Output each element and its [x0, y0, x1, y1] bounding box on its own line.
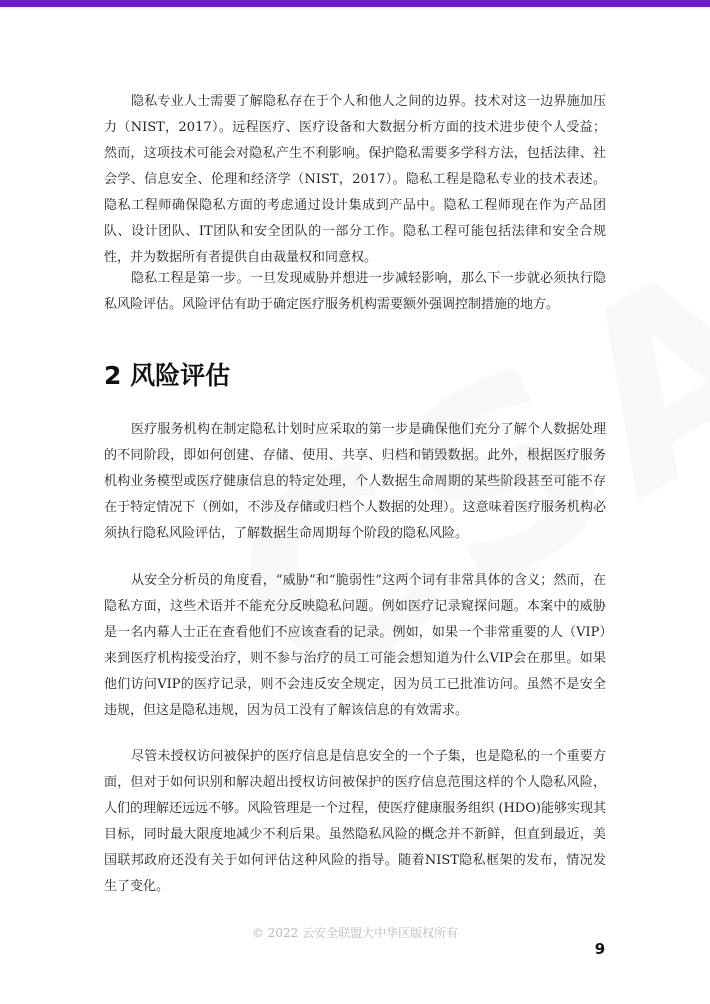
paragraph-risk-management: 尽管未授权访问被保护的医疗信息是信息安全的一个子集，也是隐私的一个重要方面，但对于如何识别和解决超出授权访问被保护的医疗信息范围这样的个人隐私风险，人们的理解还远远不够。风险管理是一个过程，使医疗健康服务组织 (HDO)能够实现其目标，同时最大限度地减少不利后果。虽然隐私风险的概念并不新鲜，但直到最近，美国联邦政府还没有关于如何评估这种风险的指导。随着NIST隐私框架的发布，情况发生了变化。	[104, 749, 606, 894]
page-number: 9	[594, 940, 606, 958]
footer-copyright: © 2022 云安全联盟大中华区版权所有	[251, 926, 459, 940]
paragraph-data-lifecycle: 医疗服务机构在制定隐私计划时应采取的第一步是确保他们充分了解个人数据处理的不同阶段，即如何创建、存储、使用、共享、归档和销毁数据。此外，根据医疗服务机构业务模型或医疗健康信息的特定处理，个人数据生命周期的某些阶段甚至可能不存在于特定情况下（例如，不涉及存储或归档个人数据的处理）。这意味着医疗服务机构必须执行隐私风险评估，了解数据生命周期每个阶段的隐私风险。	[104, 422, 606, 541]
paragraph-threat-vulnerability: 从安全分析员的角度看，“威胁”和“脆弱性”这两个词有非常具体的含义；然而，在隐私方面，这些术语并不能充分反映隐私问题。例如医疗记录窥探问题。本案中的威胁是一名内幕人士正在查看他们不应该查看的记录。例如，如果一个非常重要的人（VIP）来到医疗机构接受治疗，则不参与治疗的员工可能会想知道为什么VIP会在那里。如果他们访问VIP的医疗记录，则不会违反安全规定，因为员工已批准访问。虽然不是安全违规，但这是隐私违规，因为员工没有了解该信息的有效需求。	[104, 573, 606, 718]
section-heading: 2 风险评估	[104, 361, 231, 390]
paragraph-first-step: 隐私工程是第一步。一旦发现威胁并想进一步减轻影响，那么下一步就必须执行隐私风险评估。风险评估有助于确定医疗服务机构需要额外强调控制措施的地方。	[104, 271, 606, 312]
paragraph-privacy-engineering: 隐私专业人士需要了解隐私存在于个人和他人之间的边界。技术对这一边界施加压力（NIST，2017）。远程医疗、医疗设备和大数据分析方面的技术进步使个人受益；然而，这项技术可能会对隐私产生不利影响。保护隐私需要多学科方法，包括法律、社会学、信息安全、伦理和经济学（NIST，2017）。隐私工程是隐私专业的技术表述。隐私工程师确保隐私方面的考虑通过设计集成到产品中。隐私工程师现在作为产品团队、设计团队、IT团队和安全团队的一部分工作。隐私工程可能包括法律和安全合规性，并为数据所有者提供自由裁量权和同意权。	[104, 94, 606, 265]
top-accent-bar	[0, 0, 710, 7]
